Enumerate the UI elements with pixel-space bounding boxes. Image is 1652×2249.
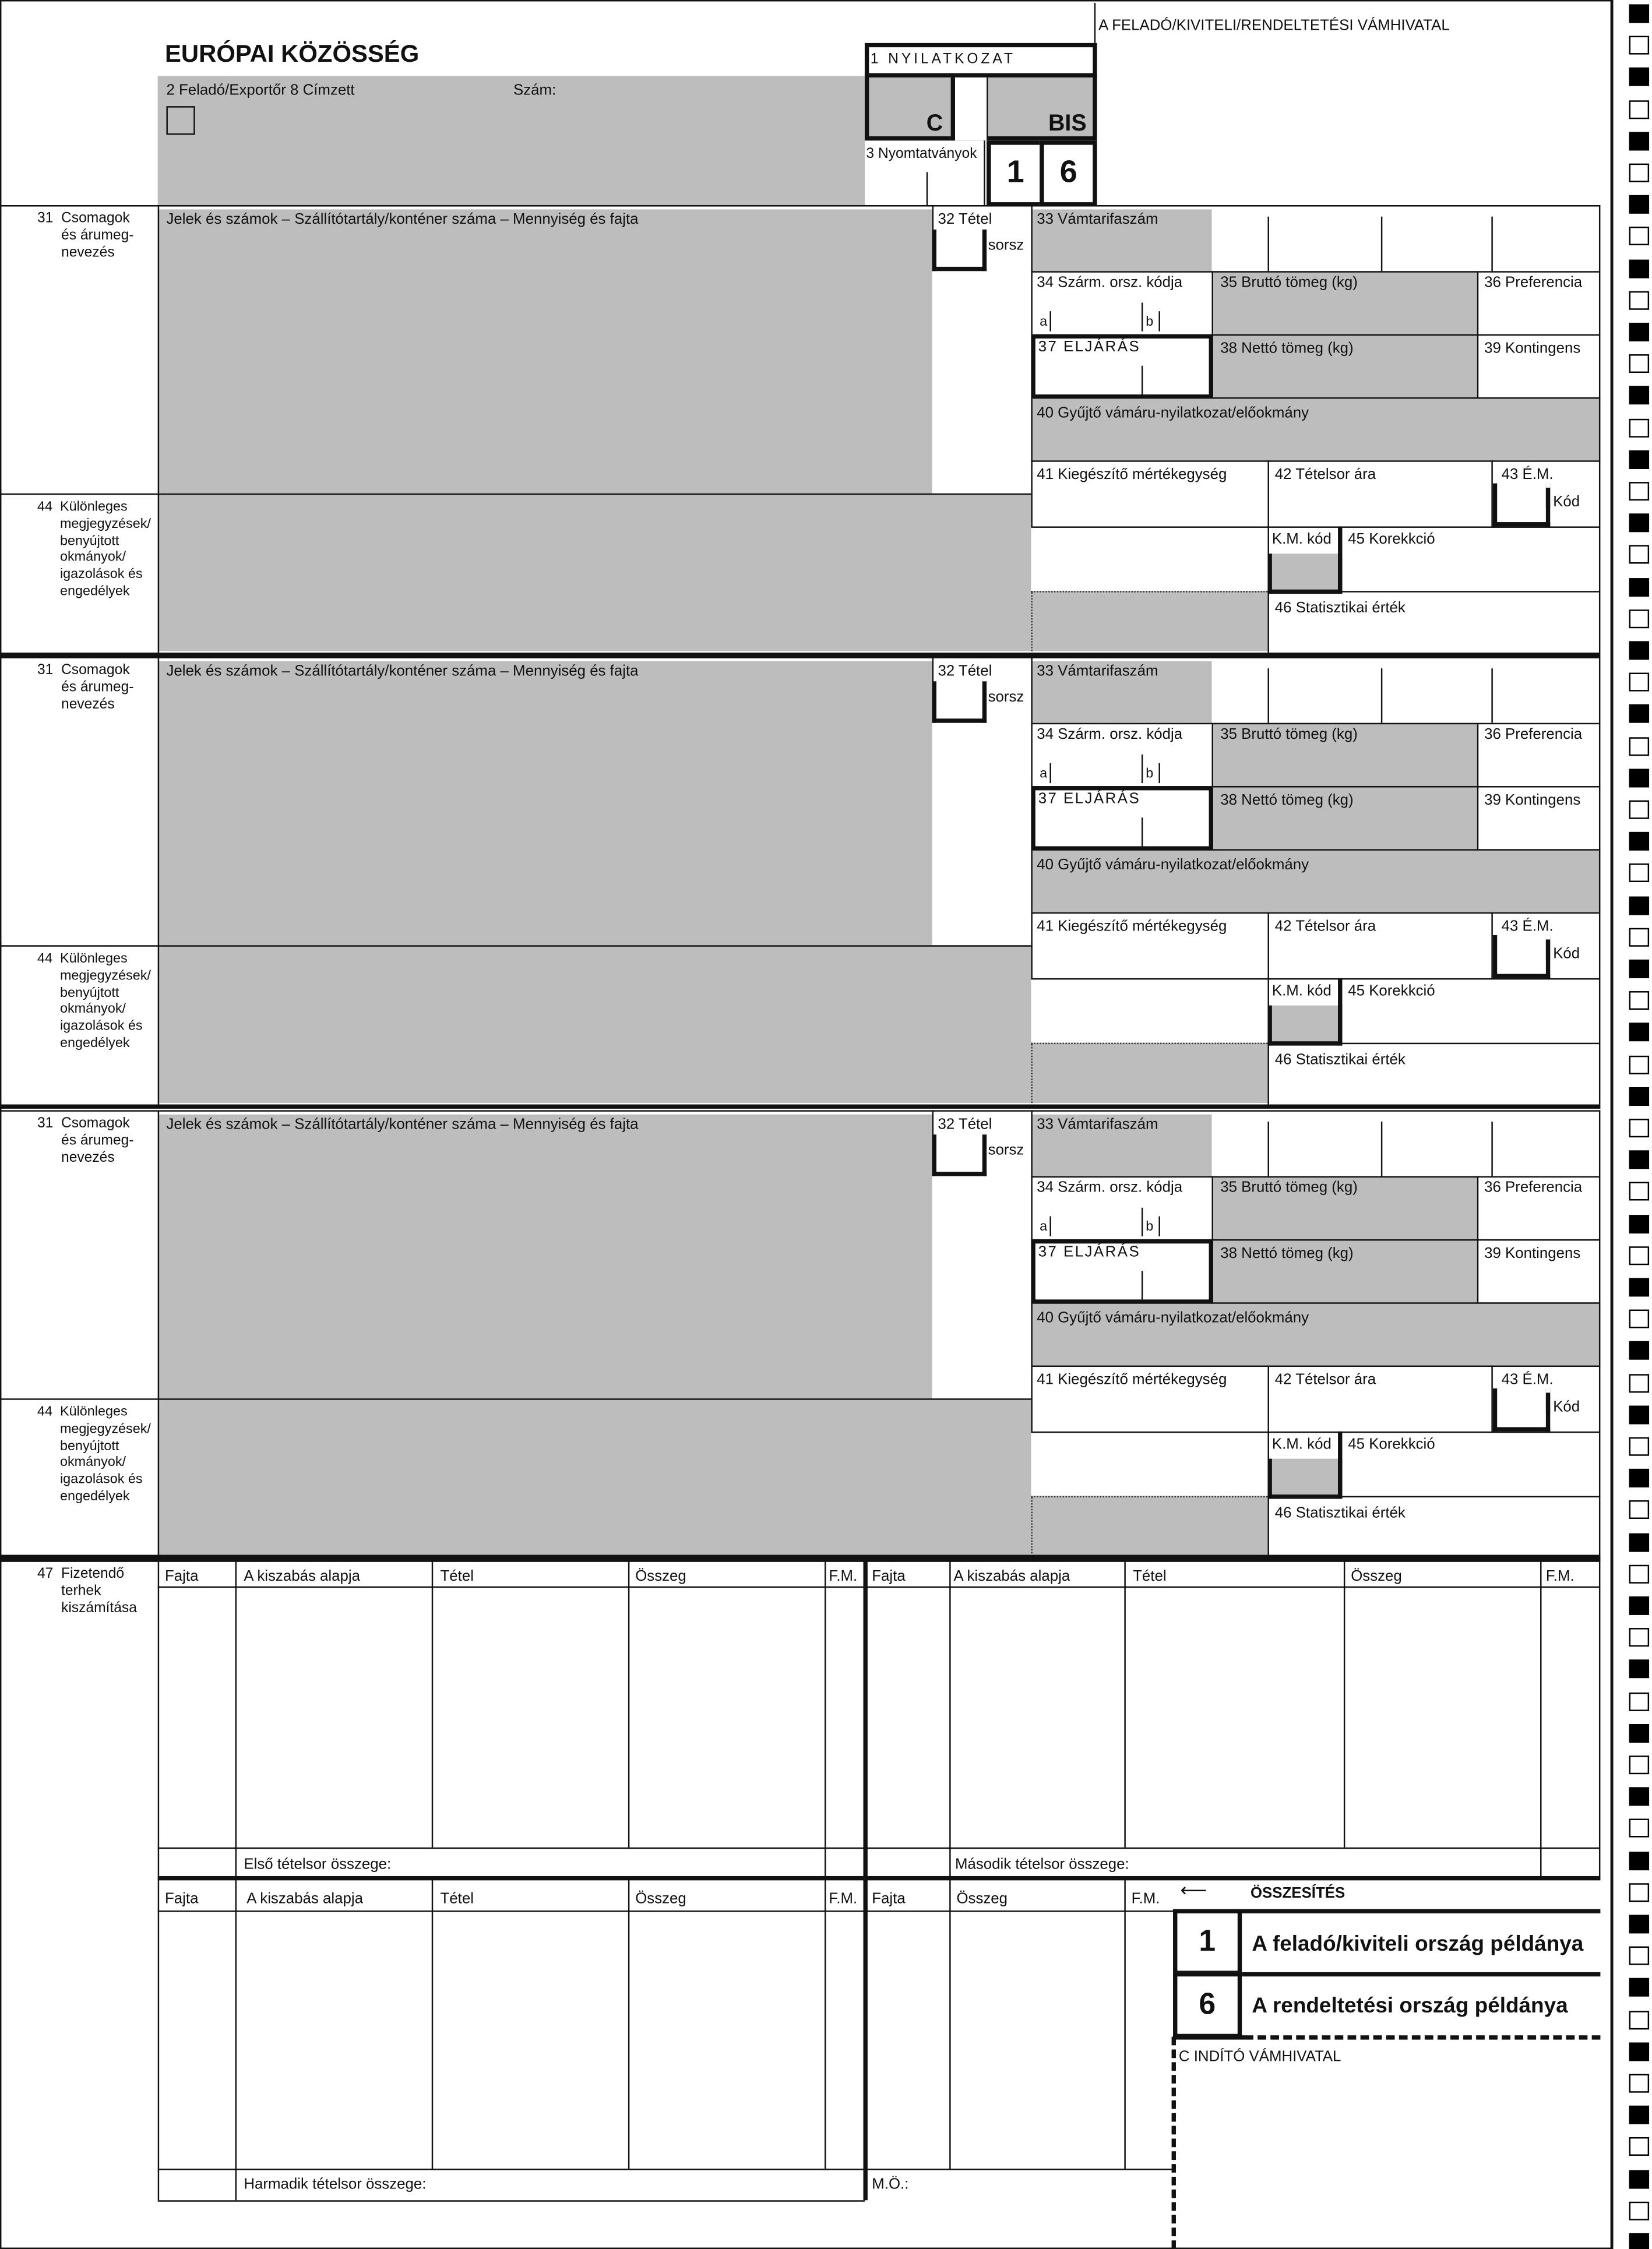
item-3-box-42-label: 42 Tételsor ára (1274, 1371, 1376, 1388)
charges-col-base-1: A kiszabás alapja (244, 1567, 361, 1585)
form-title: EURÓPAI KÖZÖSSÉG (165, 40, 420, 68)
copy-1-number: 1 (1199, 1924, 1216, 1958)
item-3-km-kod-label: K.M. kód (1271, 1436, 1332, 1453)
form-line (1031, 1496, 1267, 1497)
sprocket-hole (1629, 1915, 1649, 1933)
form-line (1477, 1176, 1478, 1303)
item-2-km-kod-label: K.M. kód (1271, 982, 1332, 1000)
form-line (0, 657, 1600, 658)
item-1-box-39-label: 39 Kontingens (1484, 340, 1581, 357)
form-line (1477, 271, 1478, 397)
form-line (1031, 591, 1267, 592)
sprocket-hole (1629, 577, 1649, 596)
item-1-em-code-field[interactable] (1493, 484, 1550, 527)
item-1-box-45-label: 45 Korekkció (1348, 530, 1435, 548)
form-line (1477, 723, 1478, 849)
form-line (1142, 302, 1143, 331)
form-line (1158, 1217, 1160, 1236)
charges-col-fm-2: F.M. (1545, 1567, 1574, 1585)
form-line (1546, 488, 1550, 507)
item-2-box-44-label: 44 Különleges megjegyzések/ benyújtott okmányok/ igazolások és engedélyek (37, 951, 151, 1052)
sprocket-hole (1629, 1947, 1649, 1965)
summary-col-amount: Összeg (956, 1890, 1008, 1908)
form-line (1049, 311, 1051, 331)
charges-col-type-1: Fajta (165, 1567, 199, 1585)
form-line (1158, 763, 1160, 783)
sprocket-hole (1629, 1278, 1649, 1296)
sprocket-hole (1629, 1342, 1649, 1360)
form-line (1491, 1122, 1492, 1176)
item-2-box-33-label: 33 Vámtarifaszám (1037, 662, 1158, 680)
sprocket-hole (1629, 1819, 1649, 1838)
item-1-box-35-label: 35 Bruttó tömeg (kg) (1220, 274, 1358, 291)
box-1-c: C (926, 112, 943, 136)
sprocket-hole (1629, 1373, 1649, 1392)
sprocket-hole (1629, 1437, 1649, 1456)
sprocket-hole (1629, 1023, 1649, 1042)
number-label: Szám: (513, 82, 556, 99)
item-3-box-45-label: 45 Korekkció (1348, 1436, 1435, 1453)
form-line (0, 945, 158, 946)
charges-area-3[interactable] (237, 1912, 432, 2169)
item-3-sorsz-label: sorsz (988, 1141, 1024, 1159)
sprocket-hole (1629, 801, 1649, 819)
sprocket-hole (1629, 1182, 1649, 1201)
item-1-box-40-label: 40 Gyűjtő vámáru-nyilatkozat/előokmány (1037, 404, 1309, 422)
sprocket-hole (1629, 132, 1649, 150)
item-2-marks-label: Jelek és számok – Szállítótartály/konténer száma – Mennyiség és fajta (166, 662, 639, 680)
sprocket-hole (1629, 1883, 1649, 1902)
item-1-box-42-label: 42 Tételsor ára (1274, 466, 1376, 484)
sprocket-hole (1629, 1087, 1649, 1105)
item-1-kod-label: Kód (1553, 493, 1580, 511)
form-line (158, 945, 1031, 946)
item-1-sorsz-label: sorsz (988, 237, 1024, 254)
sprocket-hole (1629, 1055, 1649, 1074)
item-3-box-37-label: 37 ELJÁRÁS (1038, 1243, 1141, 1261)
item-3-item-no-frame[interactable] (932, 1134, 987, 1176)
item-3-box-38-label: 38 Nettó tömeg (kg) (1220, 1245, 1354, 1263)
item-1-km-kod-label: K.M. kód (1271, 530, 1332, 548)
form-line (0, 205, 1600, 206)
box-a-label: A FELADÓ/KIVITELI/RENDELTETÉSI VÁMHIVATAL (1098, 17, 1450, 35)
item-2-box-34a-label: a (1040, 766, 1048, 782)
form-line (1142, 1271, 1143, 1299)
box-1-middle-slot[interactable] (951, 77, 988, 140)
item-1-box-31-label: 31 Csomagok és árumeg- nevezés (37, 210, 134, 262)
sprocket-hole (1629, 928, 1649, 946)
item-1-item-no-frame[interactable] (932, 230, 987, 271)
sprocket-hole (1629, 864, 1649, 883)
item-3-box-36-label: 36 Preferencia (1484, 1179, 1583, 1197)
form-line (1491, 217, 1492, 272)
item-1-box-34-label: 34 Szárm. orsz. kódja (1037, 274, 1183, 291)
sprocket-hole (1629, 450, 1649, 468)
sprocket-hole (1629, 259, 1649, 278)
sprocket-hole (1629, 1596, 1649, 1615)
form-line (1031, 526, 1600, 527)
item-1-box-36-label: 36 Preferencia (1484, 274, 1583, 291)
form-line (1267, 668, 1269, 723)
sprocket-hole (1629, 992, 1649, 1010)
copy-6-number: 6 (1199, 1987, 1216, 2021)
charges-col-amount-3: Összeg (635, 1890, 686, 1908)
sprocket-hole (1629, 2138, 1649, 2156)
item-1-box-33-label: 33 Vámtarifaszám (1037, 210, 1158, 228)
sprocket-hole (1629, 1501, 1649, 1520)
charges-col-amount-2: Összeg (1351, 1567, 1402, 1585)
sprocket-hole (1629, 1628, 1649, 1647)
sprocket-hole (1629, 1405, 1649, 1424)
item-2-item-no-frame[interactable] (932, 681, 987, 722)
item-2-sorsz-label: sorsz (988, 688, 1024, 706)
sprocket-hole (1629, 2042, 1649, 2061)
sprocket-hole (1629, 2106, 1649, 2124)
form-line (1031, 1176, 1600, 1178)
sprocket-hole (1629, 1660, 1649, 1679)
sprocket-hole (1629, 736, 1649, 755)
charges-col-type-3: Fajta (165, 1890, 199, 1908)
form-line (1158, 311, 1160, 331)
sprocket-hole (1629, 1151, 1649, 1169)
sprocket-hole (1629, 1119, 1649, 1137)
form-line (1142, 755, 1143, 783)
third-item-total-label: Harmadik tételsor összege: (244, 2176, 427, 2193)
box-47-label: 47 Fizetendő terhek kiszámítása (37, 1566, 137, 1617)
item-3-gray-corner (1031, 1496, 1267, 1556)
sprocket-hole (1629, 1246, 1649, 1265)
sprocket-hole (1629, 1979, 1649, 1997)
sprocket-hole (1629, 36, 1649, 55)
form-line (1031, 1043, 1032, 1103)
sprocket-hole (1629, 100, 1649, 118)
form-line (0, 1110, 1600, 1111)
item-3-box-35-label: 35 Bruttó tömeg (kg) (1220, 1179, 1358, 1197)
item-3-em-code-field[interactable] (1493, 1388, 1550, 1432)
form-line (1267, 217, 1269, 272)
item-3-box-31-label: 31 Csomagok és árumeg- nevezés (37, 1116, 134, 1166)
form-line (1338, 978, 1342, 1043)
item-2-box-43-label: 43 É.M. (1501, 918, 1554, 936)
item-2-box-41-label: 41 Kiegészítő mértékegység (1037, 918, 1227, 936)
item-3-box-34-label: 34 Szárm. orsz. kódja (1037, 1179, 1183, 1197)
item-2-description-field[interactable] (158, 661, 932, 945)
item-3-km-code-frame (1267, 1459, 1342, 1499)
form-line (1599, 205, 1600, 653)
form-line (1381, 668, 1382, 723)
charges-col-fm-3: F.M. (829, 1890, 858, 1908)
mo-label: M.Ö.: (872, 2176, 909, 2193)
departure-office-label: C INDÍTÓ VÁMHIVATAL (1178, 2048, 1341, 2065)
item-3-kod-label: Kód (1553, 1398, 1580, 1416)
sprocket-hole (1629, 418, 1649, 437)
form-line (1599, 1110, 1600, 1557)
form-line (1142, 1208, 1143, 1236)
sprocket-hole (1629, 2201, 1649, 2220)
arrow-left-icon: ⟵ (1180, 1878, 1207, 1901)
sprocket-hole (1629, 1692, 1649, 1711)
form-line (1599, 657, 1600, 1104)
departure-office-field[interactable] (1179, 2068, 1595, 2237)
form-line (158, 657, 159, 1104)
form-line (0, 1398, 158, 1400)
form-line (1338, 526, 1342, 591)
item-3-box-34b-label: b (1146, 1219, 1154, 1235)
item-2-box-32-label: 32 Tétel (938, 662, 992, 680)
sprocket-hole (1629, 1724, 1649, 1743)
form-line (1338, 1432, 1342, 1496)
sprocket-hole (1629, 1214, 1649, 1233)
box-3-number-1: 1 (1006, 153, 1024, 189)
item-2-box-46-label: 46 Statisztikai érték (1274, 1051, 1406, 1069)
sprocket-hole (1629, 769, 1649, 787)
sprocket-hole (1629, 609, 1649, 628)
sprocket-hole (1629, 482, 1649, 500)
form-line (1546, 939, 1550, 959)
form-line (1031, 1432, 1600, 1433)
item-2-box-36-label: 36 Preferencia (1484, 725, 1583, 743)
form-line (158, 1398, 1031, 1400)
item-1-special-notes-field[interactable] (158, 493, 1031, 651)
charges-col-base-2: A kiszabás alapja (953, 1567, 1070, 1585)
item-3-box-39-label: 39 Kontingens (1484, 1245, 1581, 1263)
item-3-marks-label: Jelek és számok – Szállítótartály/konténer száma – Mennyiség és fajta (166, 1116, 639, 1133)
item-2-box-39-label: 39 Kontingens (1484, 791, 1581, 809)
second-item-total-label: Második tételsor összege: (954, 1856, 1129, 1874)
item-3-box-43-label: 43 É.M. (1501, 1371, 1554, 1388)
form-line (0, 653, 1600, 657)
box-2-checkbox[interactable] (166, 106, 195, 135)
sprocket-hole (1629, 323, 1649, 341)
box-1-label: 1 NYILATKOZAT (870, 51, 1016, 68)
item-2-gray-corner (1031, 1043, 1267, 1103)
charges-area-2[interactable] (951, 1588, 1125, 1848)
item-1-box-32-label: 32 Tétel (938, 210, 992, 228)
item-3-box-40-label: 40 Gyűjtő vámáru-nyilatkozat/előokmány (1037, 1309, 1309, 1327)
sprocket-hole (1629, 68, 1649, 87)
copy-6-label: A rendeltetési ország példánya (1252, 1993, 1568, 2018)
item-3-box-33-label: 33 Vámtarifaszám (1037, 1116, 1158, 1133)
item-1-box-41-label: 41 Kiegészítő mértékegység (1037, 466, 1227, 484)
charges-col-fm-1: F.M. (829, 1567, 858, 1585)
form-line (0, 493, 158, 495)
sprocket-hole (1629, 545, 1649, 564)
sprocket-hole (1629, 1851, 1649, 1870)
item-3-box-46-label: 46 Statisztikai érték (1274, 1504, 1406, 1522)
item-2-box-42-label: 42 Tételsor ára (1274, 918, 1376, 936)
sprocket-hole (1629, 1756, 1649, 1774)
item-1-box-34a-label: a (1040, 314, 1048, 330)
form-line (1031, 271, 1600, 272)
sprocket-hole (1629, 4, 1649, 23)
sprocket-hole (1629, 705, 1649, 724)
item-2-box-38-label: 38 Nettó tömeg (kg) (1220, 791, 1354, 809)
item-1-km-code-frame (1267, 554, 1342, 594)
item-1-box-46-label: 46 Statisztikai érték (1274, 600, 1406, 617)
form-line (1031, 460, 1600, 461)
item-2-box-34-label: 34 Szárm. orsz. kódja (1037, 725, 1183, 743)
summary-col-fm: F.M. (1131, 1890, 1160, 1908)
sprocket-hole (1629, 2170, 1649, 2188)
sprocket-hole (1629, 195, 1649, 214)
form-line (1142, 817, 1143, 846)
item-1-gray-corner (1031, 591, 1267, 651)
sprocket-hole (1629, 1564, 1649, 1583)
charges-col-base-3: A kiszabás alapja (246, 1890, 363, 1908)
sprocket-hole (1629, 291, 1649, 309)
item-1-box-44-label: 44 Különleges megjegyzések/ benyújtott okmányok/ igazolások és engedélyek (37, 499, 151, 600)
item-2-box-35-label: 35 Bruttó tömeg (kg) (1220, 725, 1358, 743)
sprocket-hole (1629, 1788, 1649, 1806)
sprocket-hole (1629, 1310, 1649, 1328)
item-2-box-40-label: 40 Gyűjtő vámáru-nyilatkozat/előokmány (1037, 856, 1309, 874)
item-3-box-34a-label: a (1040, 1219, 1048, 1235)
charges-col-item-1: Tétel (440, 1567, 474, 1585)
form-line (1031, 978, 1600, 979)
form-line (0, 1105, 1600, 1109)
sprocket-hole (1629, 227, 1649, 246)
sprocket-hole (1629, 896, 1649, 915)
item-2-box-45-label: 45 Korekkció (1348, 982, 1435, 1000)
charges-col-amount-1: Összeg (635, 1567, 686, 1585)
form-line (1031, 723, 1600, 724)
charges-col-item-3: Tétel (440, 1890, 474, 1908)
item-2-em-code-field[interactable] (1493, 935, 1550, 978)
item-3-box-41-label: 41 Kiegészítő mértékegység (1037, 1371, 1227, 1388)
form-line (1031, 1496, 1032, 1556)
sprocket-hole (1629, 1469, 1649, 1487)
form-line (1546, 1393, 1550, 1412)
charges-col-type-2: Fajta (872, 1567, 906, 1585)
form-line (1491, 668, 1492, 723)
item-3-special-notes-field[interactable] (158, 1398, 1031, 1556)
form-line (158, 1110, 159, 1557)
sprocket-hole (1629, 960, 1649, 978)
box-3-label: 3 Nyomtatványok (866, 146, 977, 163)
box-1-bis: BIS (1048, 112, 1087, 136)
sprocket-hole (1629, 164, 1649, 182)
copy-1-label: A feladó/kiviteli ország példánya (1252, 1931, 1584, 1957)
sprocket-hole (1629, 386, 1649, 405)
sprocket-hole (1629, 1533, 1649, 1552)
sprocket-hole (1629, 2010, 1649, 2029)
item-1-box-38-label: 38 Nettó tömeg (kg) (1220, 340, 1354, 357)
form-line (1381, 1122, 1382, 1176)
form-line (158, 493, 1031, 495)
form-line (1031, 1366, 1600, 1367)
sprocket-hole (1629, 2074, 1649, 2093)
summary-label: ÖSSZESÍTÉS (1250, 1884, 1345, 1902)
item-1-box-37-label: 37 ELJÁRÁS (1038, 338, 1141, 356)
charges-col-item-2: Tétel (1133, 1567, 1167, 1585)
summary-col-type: Fajta (872, 1890, 906, 1908)
sprocket-hole (1629, 514, 1649, 533)
first-item-total-label: Első tételsor összege: (244, 1856, 392, 1874)
item-1-box-34b-label: b (1146, 314, 1154, 330)
item-2-box-31-label: 31 Csomagok és árumeg- nevezés (37, 662, 134, 713)
form-line (158, 205, 159, 653)
sprocket-hole (1629, 641, 1649, 660)
item-1-box-43-label: 43 É.M. (1501, 466, 1554, 484)
box-3-number-6: 6 (1059, 153, 1077, 189)
form-line (1381, 217, 1382, 272)
item-2-box-34b-label: b (1146, 766, 1154, 782)
sprocket-hole (1629, 832, 1649, 851)
item-1-marks-label: Jelek és számok – Szállítótartály/konténer száma – Mennyiség és fajta (166, 210, 639, 228)
form-line (1049, 1217, 1051, 1236)
box-2-label: 2 Feladó/Exportőr 8 Címzett (166, 82, 355, 99)
charges-area-1[interactable] (237, 1588, 432, 1848)
item-2-box-37-label: 37 ELJÁRÁS (1038, 790, 1141, 808)
form-line (1142, 366, 1143, 394)
item-3-description-field[interactable] (158, 1115, 932, 1398)
sprocket-hole (1629, 2233, 1649, 2249)
item-3-box-44-label: 44 Különleges megjegyzések/ benyújtott okmányok/ igazolások és engedélyek (37, 1404, 151, 1505)
item-2-km-code-frame (1267, 1006, 1342, 1046)
form-line (1031, 591, 1032, 651)
item-3-box-32-label: 32 Tétel (938, 1116, 992, 1133)
sprocket-hole (1629, 355, 1649, 373)
item-2-special-notes-field[interactable] (158, 945, 1031, 1103)
form-line (1031, 912, 1600, 914)
form-line (1031, 1043, 1267, 1044)
form-line (1267, 1122, 1269, 1176)
form-line (1049, 763, 1051, 783)
item-2-kod-label: Kód (1553, 945, 1580, 963)
item-1-description-field[interactable] (158, 209, 932, 493)
sprocket-hole (1629, 673, 1649, 692)
